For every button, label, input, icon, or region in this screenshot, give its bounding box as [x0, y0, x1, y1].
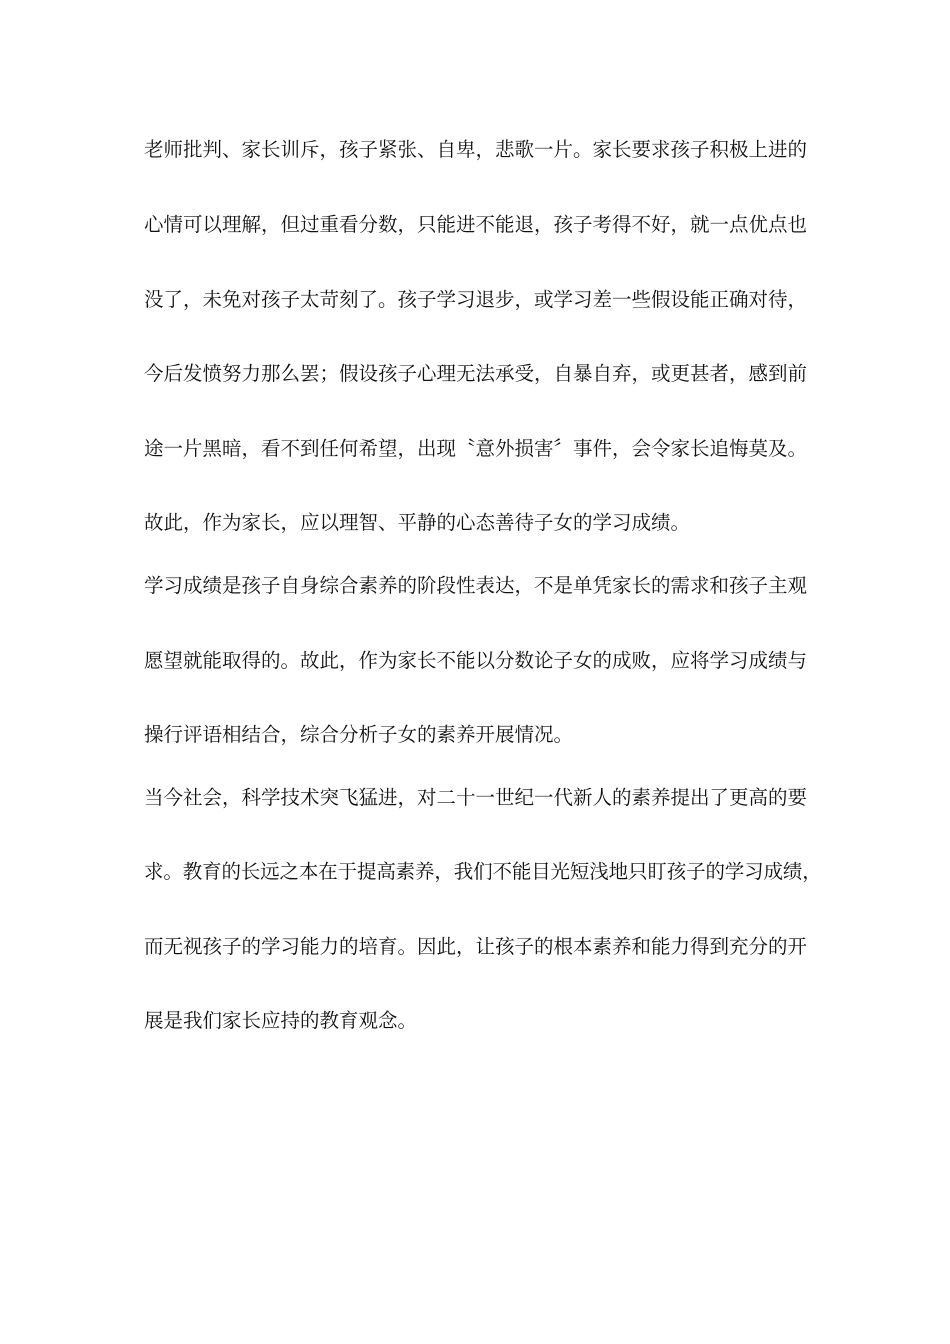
text-line: 故此，作为家长，应以理智、平静的心态善待子女的学习成绩。 [144, 511, 691, 534]
text-line: 而无视孩子的学习能力的培育。因此，让孩子的根本素养和能力得到充分的开 [144, 935, 808, 958]
text-line: 当今社会，科学技术突飞猛进，对二十一世纪一代新人的素养提出了更高的要 [144, 786, 808, 809]
text-line: 愿望就能取得的。故此，作为家长不能以分数论子女的成败，应将学习成绩与 [144, 649, 808, 672]
text-line: 今后发愤努力那么罢；假设孩子心理无法承受，自暴自弃，或更甚者，感到前 [144, 362, 808, 385]
text-line: 心情可以理解，但过重看分数，只能进不能退，孩子考得不好，就一点优点也 [144, 213, 808, 236]
text-line: 老师批判、家长训斥，孩子紧张、自卑，悲歌一片。家长要求孩子积极上进的 [144, 138, 808, 161]
text-line: 没了，未免对孩子太苛刻了。孩子学习退步，或学习差一些假设能正确对待， [144, 288, 808, 311]
text-line: 展是我们家长应持的教育观念。 [144, 1009, 418, 1032]
text-line: 途一片黑暗，看不到任何希望，出现〝意外损害〞事件，会令家长追悔莫及。 [144, 437, 808, 460]
text-line: 学习成绩是孩子自身综合素养的阶段性表达，不是单凭家长的需求和孩子主观 [144, 574, 808, 597]
text-line: 求。教育的长远之本在于提高素养，我们不能目光短浅地只盯孩子的学习成绩， [144, 860, 822, 883]
text-line: 操行评语相结合，综合分析子女的素养开展情况。 [144, 723, 574, 746]
